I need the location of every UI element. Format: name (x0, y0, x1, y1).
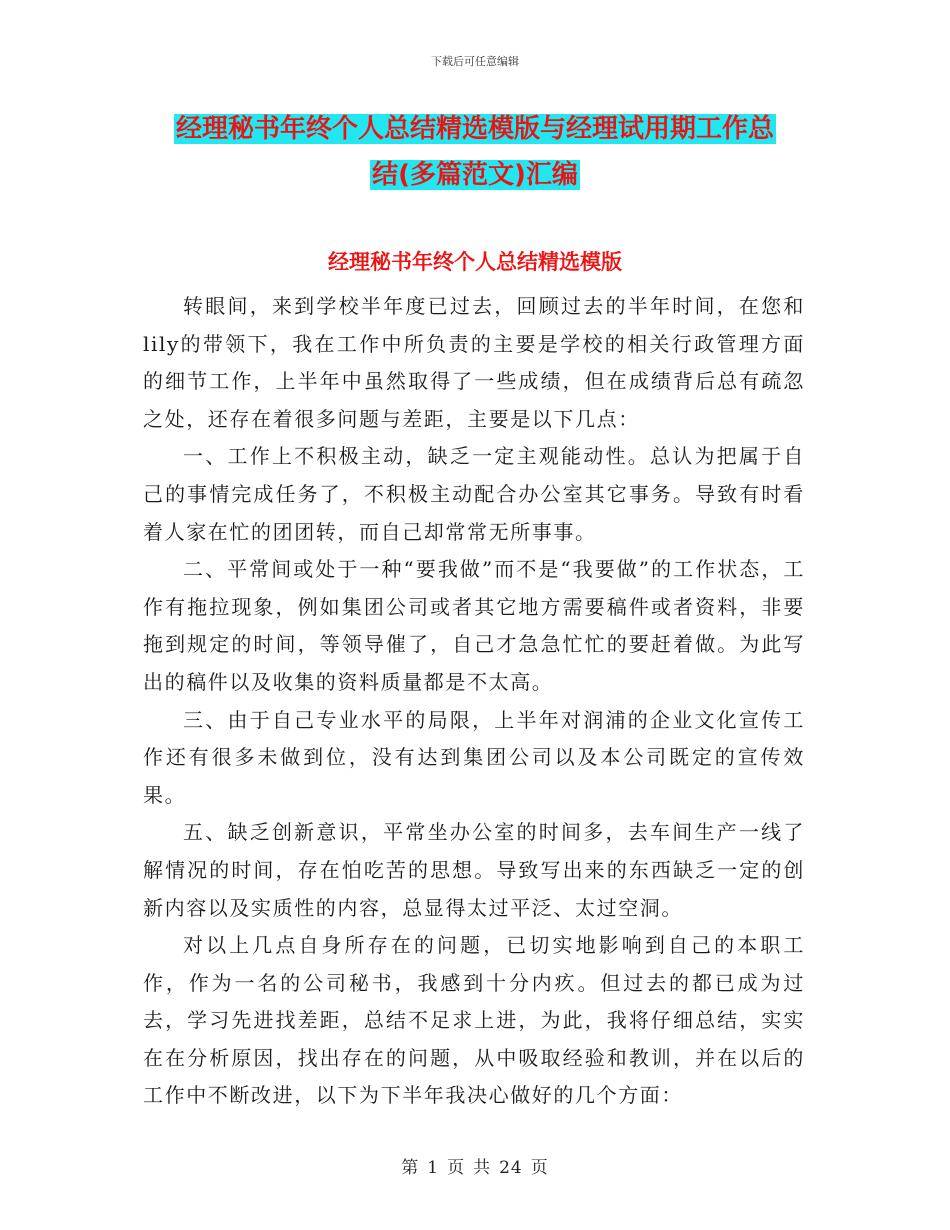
footer-total-unit: 页 (530, 1158, 549, 1178)
paragraph: 二、平常间或处于一种“要我做”而不是“我要做”的工作状态，工作有拖拉现象，例如集团公司或者其它地方需要稿件或者资料，非要拖到规定的时间，等领导催了，自己才急急忙忙的要赶着做。为此写出的稿件以及收集的资料质量都是不太高。 (143, 557, 805, 694)
paragraph: 转眼间，来到学校半年度已过去，回顾过去的半年时间，在您和lily的带领下，我在工作中所负责的主要是学校的相关行政管理方面的细节工作，上半年中虽然取得了一些成绩，但在成绩背后总有疏忽之处，还存在着很多问题与差距，主要是以下几点： (143, 294, 805, 431)
header-note: 下载后可任意编辑 (431, 55, 519, 68)
document-title-line1: 经理秘书年终个人总结精选模版与经理试用期工作总 (175, 114, 774, 144)
paragraph: 五、缺乏创新意识，平常坐办公室的时间多，去车间生产一线了解情况的时间，存在怕吃苦的思想。导致写出来的东西缺乏一定的创新内容以及实质性的内容，总显得太过平泛、太过空洞。 (143, 820, 805, 920)
document-title-line2: 结(多篇范文)汇编 (372, 160, 578, 190)
section-title: 经理秘书年终个人总结精选模版 (328, 250, 622, 274)
footer-total-prefix: 共 (473, 1158, 492, 1178)
footer-page-unit: 页 (447, 1158, 466, 1178)
document-body (143, 288, 805, 1115)
paragraph: 对以上几点自身所存在的问题，已切实地影响到自己的本职工作，作为一名的公司秘书，我感到十分内疚。但过去的都已成为过去，学习先进找差距，总结不足求上进，为此，我将仔细总结，实实在在分析原因，找出存在的问题，从中吸取经验和教训，并在以后的工作中不断改进，以下为下半年我决心做好的几个方面： (143, 933, 805, 1108)
document-title (140, 106, 810, 198)
footer-prefix: 第 (401, 1158, 420, 1178)
paragraph: 三、由于自己专业水平的局限，上半年对润浦的企业文化宣传工作还有很多未做到位，没有达到集团公司以及本公司既定的宣传效果。 (143, 707, 805, 807)
paragraph: 一、工作上不积极主动，缺乏一定主观能动性。总认为把属于自己的事情完成任务了，不积极主动配合办公室其它事务。导致有时看着人家在忙的团团转，而自己却常常无所事事。 (143, 444, 805, 544)
page-number: 1 (427, 1158, 440, 1178)
page-footer (0, 1153, 950, 1178)
total-pages: 24 (499, 1158, 523, 1178)
